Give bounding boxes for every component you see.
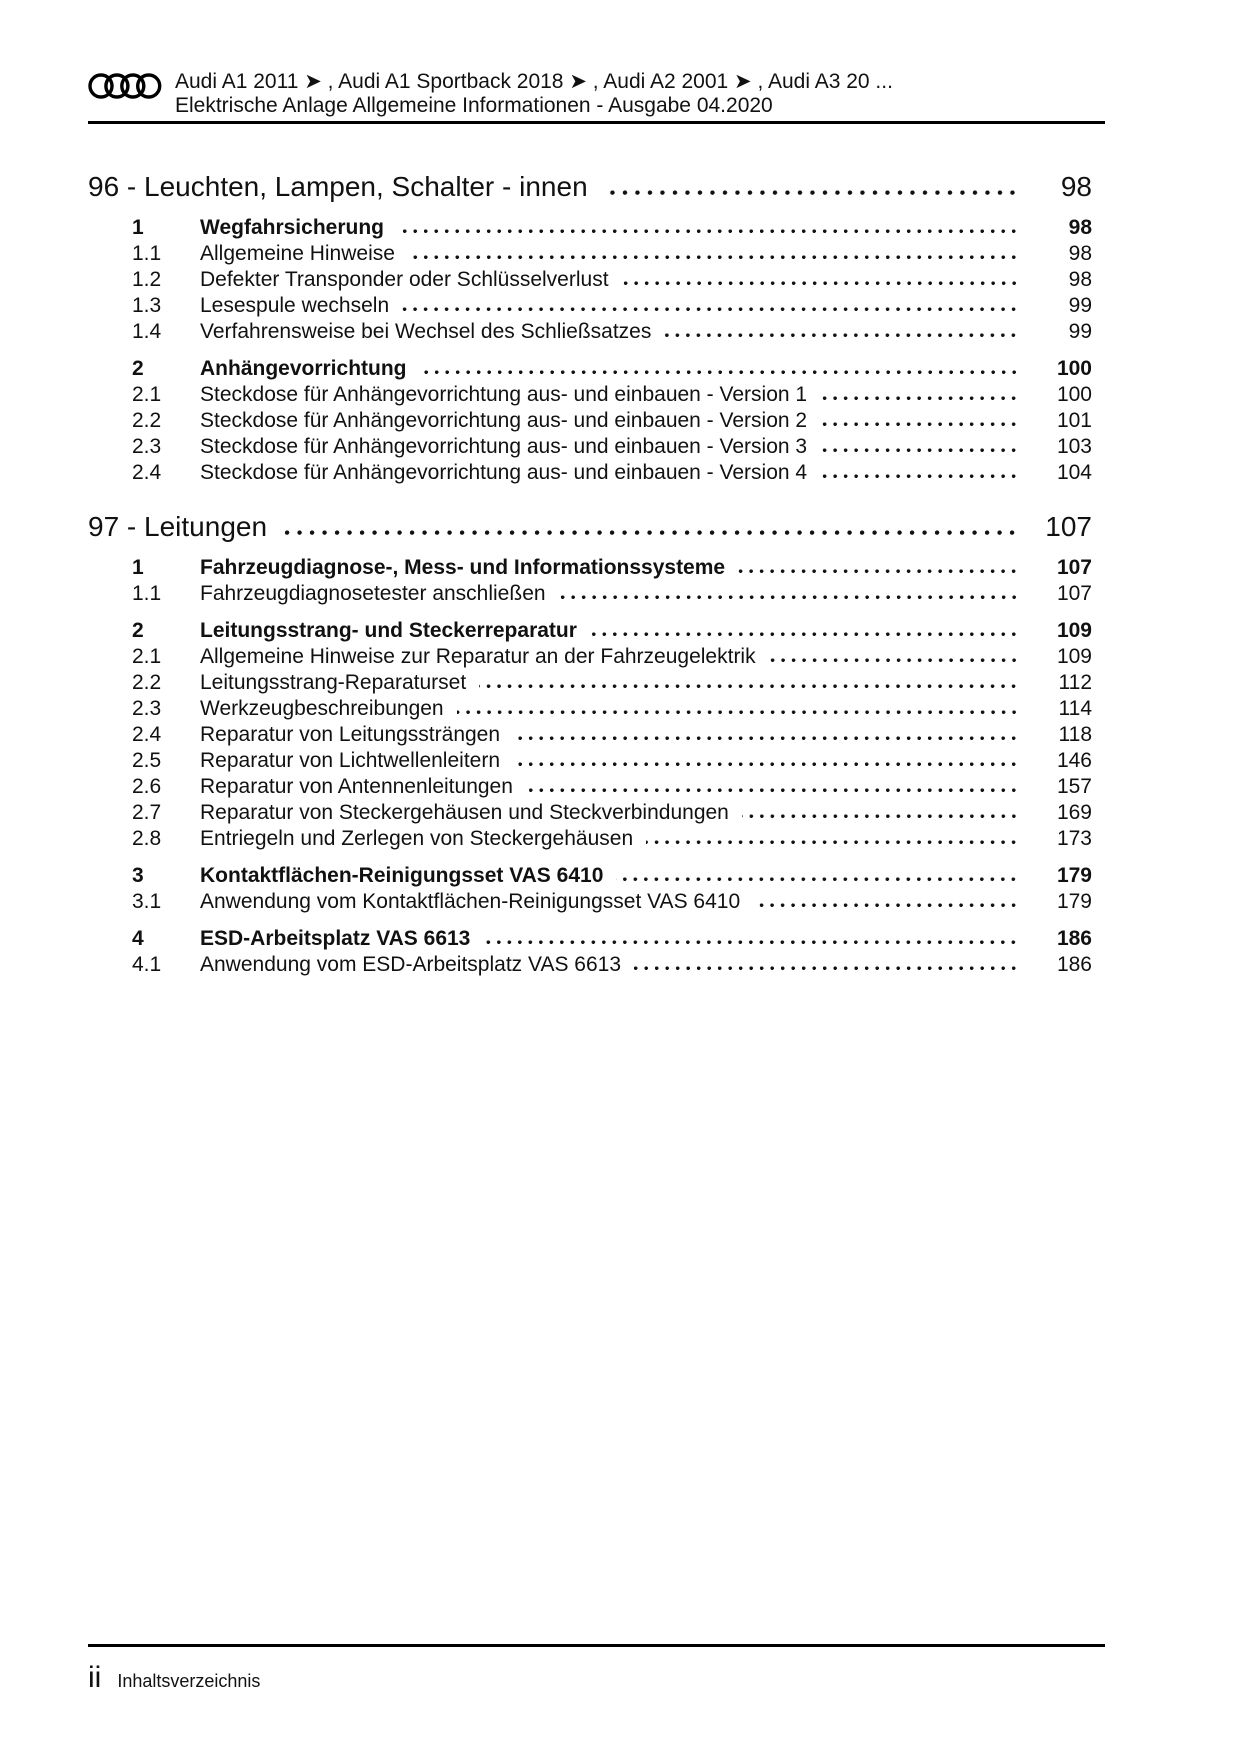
audi-rings-icon	[88, 72, 162, 105]
toc-entry	[88, 863, 1105, 889]
entry-number: 2.3	[132, 697, 162, 720]
toc-entry	[88, 670, 1105, 696]
entry-page-number: 179	[1056, 890, 1092, 913]
entry-page-number: 109	[1056, 645, 1092, 668]
dot-leader-icon	[646, 840, 1022, 845]
dot-leader-icon	[664, 333, 1022, 338]
toc-entry	[88, 952, 1105, 978]
entry-number: 2.6	[132, 775, 162, 798]
entry-page-number: 104	[1056, 461, 1092, 484]
dot-leader-icon	[604, 190, 1022, 196]
dot-leader-icon	[457, 710, 1022, 715]
toc-entry	[88, 696, 1105, 722]
toc-entry	[88, 267, 1105, 293]
chapter-title: 97 - Leitungen	[88, 511, 268, 542]
toc-entry	[88, 748, 1105, 774]
toc-chapter-heading	[88, 170, 1105, 204]
dot-leader-icon	[513, 736, 1022, 741]
entry-number: 1.3	[132, 294, 162, 317]
header-edition-line: Elektrische Anlage Allgemeine Informationen - Ausgabe 04.2020	[175, 94, 773, 117]
dot-leader-icon	[616, 877, 1022, 882]
entry-title: Steckdose für Anhängevorrichtung aus- und einbauen - Version 4	[200, 461, 808, 484]
toc-entry	[88, 241, 1105, 267]
dot-leader-icon	[590, 632, 1022, 637]
entry-title: Reparatur von Leitungssträngen	[200, 723, 501, 746]
toc-entry	[88, 460, 1105, 486]
toc-entry	[88, 581, 1105, 607]
dot-leader-icon	[634, 966, 1022, 971]
entry-number: 4	[132, 927, 144, 950]
toc-entry	[88, 722, 1105, 748]
dot-leader-icon	[559, 595, 1022, 600]
entry-page-number: 169	[1056, 801, 1092, 824]
entry-number: 2.3	[132, 435, 162, 458]
entry-title: Defekter Transponder oder Schlüsselverlust	[200, 268, 609, 291]
dot-leader-icon	[753, 903, 1022, 908]
header-text	[175, 70, 893, 118]
entry-page-number: 107	[1056, 556, 1092, 579]
entry-title: ESD-Arbeitsplatz VAS 6613	[200, 927, 471, 950]
entry-title: Fahrzeugdiagnose-, Mess- und Informationssysteme	[200, 556, 726, 579]
toc-entry	[88, 215, 1105, 241]
entry-title: Leitungsstrang- und Steckerreparatur	[200, 619, 577, 642]
toc-entry	[88, 926, 1105, 952]
entry-title: Allgemeine Hinweise zur Reparatur an der Fahrzeugelektrik	[200, 645, 756, 668]
entry-number: 2.4	[132, 723, 162, 746]
dot-leader-icon	[408, 255, 1022, 260]
entry-number: 1.1	[132, 582, 162, 605]
toc-entry	[88, 293, 1105, 319]
dot-leader-icon	[483, 940, 1022, 945]
entry-page-number: 100	[1056, 383, 1092, 406]
toc	[88, 170, 1105, 978]
entry-title: Steckdose für Anhängevorrichtung aus- und einbauen - Version 2	[200, 409, 808, 432]
entry-number: 2.5	[132, 749, 162, 772]
entry-title: Werkzeugbeschreibungen	[200, 697, 444, 720]
toc-entry	[88, 555, 1105, 581]
toc-entry	[88, 356, 1105, 382]
header-model-line: Audi A1 2011 ➤ , Audi A1 Sportback 2018 ➤ , Audi A2 2001 ➤ , Audi A3 20 ...	[175, 70, 893, 93]
toc-entry	[88, 382, 1105, 408]
entry-number: 1.4	[132, 320, 162, 343]
entry-page-number: 100	[1056, 357, 1092, 380]
entry-title: Lesespule wechseln	[200, 294, 390, 317]
dot-leader-icon	[402, 307, 1022, 312]
entry-title: Fahrzeugdiagnosetester anschließen	[200, 582, 546, 605]
entry-page-number: 109	[1056, 619, 1092, 642]
entry-page-number: 179	[1056, 864, 1092, 887]
entry-page-number: 98	[1068, 242, 1092, 265]
dot-leader-icon	[397, 229, 1022, 234]
entry-page-number: 98	[1068, 268, 1092, 291]
entry-title: Entriegeln und Zerlegen von Steckergehäusen	[200, 827, 634, 850]
toc-entry	[88, 618, 1105, 644]
entry-title: Kontaktflächen-Reinigungsset VAS 6410	[200, 864, 604, 887]
dot-leader-icon	[820, 448, 1022, 453]
dot-leader-icon	[479, 684, 1022, 689]
entry-number: 1.2	[132, 268, 162, 291]
header-inner	[88, 70, 1105, 118]
chapter-title: 96 - Leuchten, Lampen, Schalter - innen	[88, 171, 588, 202]
entry-page-number: 103	[1056, 435, 1092, 458]
entry-title: Reparatur von Steckergehäusen und Steckverbindungen	[200, 801, 729, 824]
entry-page-number: 186	[1056, 927, 1092, 950]
dot-leader-icon	[738, 569, 1022, 574]
dot-leader-icon	[526, 788, 1022, 793]
entry-number: 2	[132, 357, 144, 380]
dot-leader-icon	[283, 530, 1022, 536]
toc-entry	[88, 408, 1105, 434]
toc-entry	[88, 644, 1105, 670]
entry-title: Allgemeine Hinweise	[200, 242, 395, 265]
entry-page-number: 107	[1056, 582, 1092, 605]
toc-entry	[88, 319, 1105, 345]
entry-title: Reparatur von Antennenleitungen	[200, 775, 513, 798]
entry-number: 2.1	[132, 645, 162, 668]
entry-number: 2.8	[132, 827, 162, 850]
toc-entry	[88, 434, 1105, 460]
footer	[88, 1644, 1105, 1693]
header-rule	[88, 121, 1105, 124]
toc-entry	[88, 774, 1105, 800]
entry-page-number: 99	[1068, 294, 1092, 317]
entry-number: 1.1	[132, 242, 162, 265]
footer-page-number: ii	[88, 1661, 102, 1694]
entry-page-number: 99	[1068, 320, 1092, 343]
chapter-page-number: 98	[1060, 171, 1092, 202]
entry-page-number: 98	[1068, 216, 1092, 239]
entry-page-number: 101	[1056, 409, 1092, 432]
entry-page-number: 118	[1058, 723, 1092, 746]
entry-title: Leitungsstrang-Reparaturset	[200, 671, 467, 694]
dot-leader-icon	[820, 422, 1022, 427]
entry-number: 2.1	[132, 383, 162, 406]
toc-entry	[88, 826, 1105, 852]
entry-number: 4.1	[132, 953, 162, 976]
entry-number: 2.2	[132, 671, 162, 694]
chapter-page-number: 107	[1045, 511, 1092, 542]
dot-leader-icon	[622, 281, 1022, 286]
entry-page-number: 112	[1058, 671, 1092, 694]
entry-title: Steckdose für Anhängevorrichtung aus- und einbauen - Version 3	[200, 435, 808, 458]
dot-leader-icon	[769, 658, 1022, 663]
entry-number: 2.2	[132, 409, 162, 432]
entry-number: 2.7	[132, 801, 162, 824]
entry-title: Wegfahrsicherung	[200, 216, 384, 239]
dot-leader-icon	[513, 762, 1022, 767]
toc-entry	[88, 889, 1105, 915]
entry-number: 3.1	[132, 890, 162, 913]
entry-title: Anwendung vom Kontaktflächen-Reinigungsset VAS 6410	[200, 890, 741, 913]
entry-number: 3	[132, 864, 144, 887]
entry-title: Anwendung vom ESD-Arbeitsplatz VAS 6613	[200, 953, 622, 976]
toc-entry	[88, 800, 1105, 826]
entry-page-number: 114	[1058, 697, 1092, 720]
entry-title: Reparatur von Lichtwellenleitern	[200, 749, 500, 772]
entry-title: Verfahrensweise bei Wechsel des Schließsatzes	[200, 320, 652, 343]
entry-page-number: 186	[1056, 953, 1092, 976]
entry-title: Steckdose für Anhängevorrichtung aus- und einbauen - Version 1	[200, 383, 808, 406]
entry-number: 1	[132, 556, 144, 579]
entry-page-number: 157	[1056, 775, 1092, 798]
dot-leader-icon	[420, 370, 1022, 375]
entry-number: 2	[132, 619, 144, 642]
dot-leader-icon	[820, 396, 1022, 401]
header	[88, 70, 1105, 124]
entry-title: Anhängevorrichtung	[200, 357, 407, 380]
toc-chapter-heading	[88, 510, 1105, 544]
entry-page-number: 173	[1056, 827, 1092, 850]
entry-number: 2.4	[132, 461, 162, 484]
footer-section-label: Inhaltsverzeichnis	[117, 1671, 261, 1691]
entry-number: 1	[132, 216, 144, 239]
entry-page-number: 146	[1056, 749, 1092, 772]
dot-leader-icon	[742, 814, 1022, 819]
dot-leader-icon	[820, 474, 1022, 479]
